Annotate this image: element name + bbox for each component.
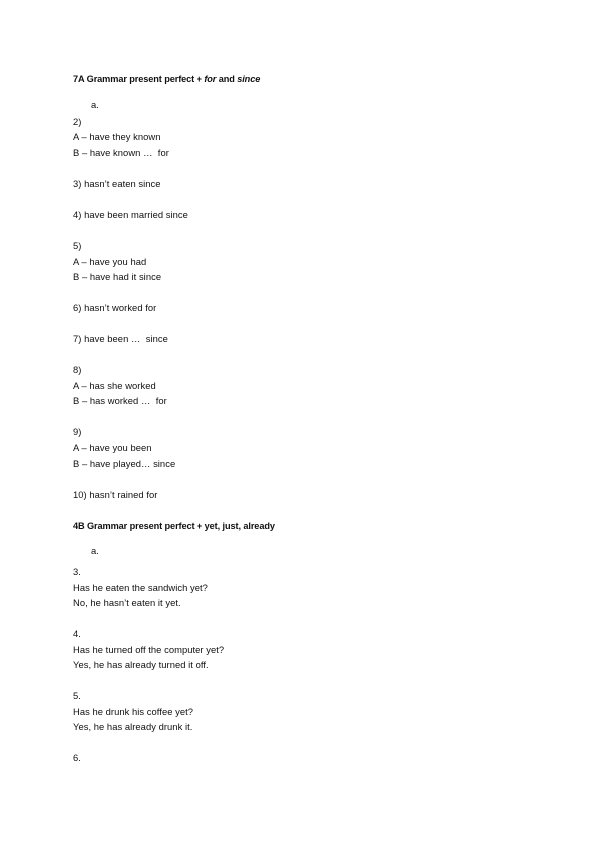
answer-line: 5. <box>73 690 81 701</box>
answer-line: 10) hasn’t rained for <box>73 489 158 500</box>
answer-line: No, he hasn’t eaten it yet. <box>73 597 181 608</box>
answer-line: 7) have been … since <box>73 333 168 344</box>
answer-line: B – have played… since <box>73 458 176 469</box>
section-7a-sub-label: a. <box>91 99 99 110</box>
answer-line: 8) <box>73 364 82 375</box>
answer-line: Yes, he has already turned it off. <box>73 659 209 670</box>
section-4b-heading: 4B Grammar present perfect + yet, just, already <box>73 521 275 531</box>
answer-line: A – have you had <box>73 256 147 267</box>
answer-line: A – have they known <box>73 131 161 142</box>
answer-line: Has he drunk his coffee yet? <box>73 706 194 717</box>
answer-line: 3. <box>73 566 81 577</box>
section-4b-sub-label: a. <box>91 545 99 556</box>
answer-line: A – have you been <box>73 442 152 453</box>
answer-line: A – has she worked <box>73 380 156 391</box>
answer-line: 4. <box>73 628 81 639</box>
answer-line: 6) hasn’t worked for <box>73 302 157 313</box>
answer-line: B – have known … for <box>73 147 169 158</box>
answer-line: 6. <box>73 752 81 763</box>
answer-line: 2) <box>73 116 82 127</box>
answer-line: B – have had it since <box>73 271 162 282</box>
answer-line: Has he eaten the sandwich yet? <box>73 582 208 593</box>
answer-line: 3) hasn’t eaten since <box>73 178 161 189</box>
section-7a-heading: 7A Grammar present perfect + for and since <box>73 74 261 84</box>
answer-line: 4) have been married since <box>73 209 188 220</box>
answer-line: Yes, he has already drunk it. <box>73 721 193 732</box>
answer-line: B – has worked … for <box>73 395 167 406</box>
answer-line: Has he turned off the computer yet? <box>73 644 225 655</box>
answer-line: 5) <box>73 240 82 251</box>
answer-line: 9) <box>73 426 82 437</box>
